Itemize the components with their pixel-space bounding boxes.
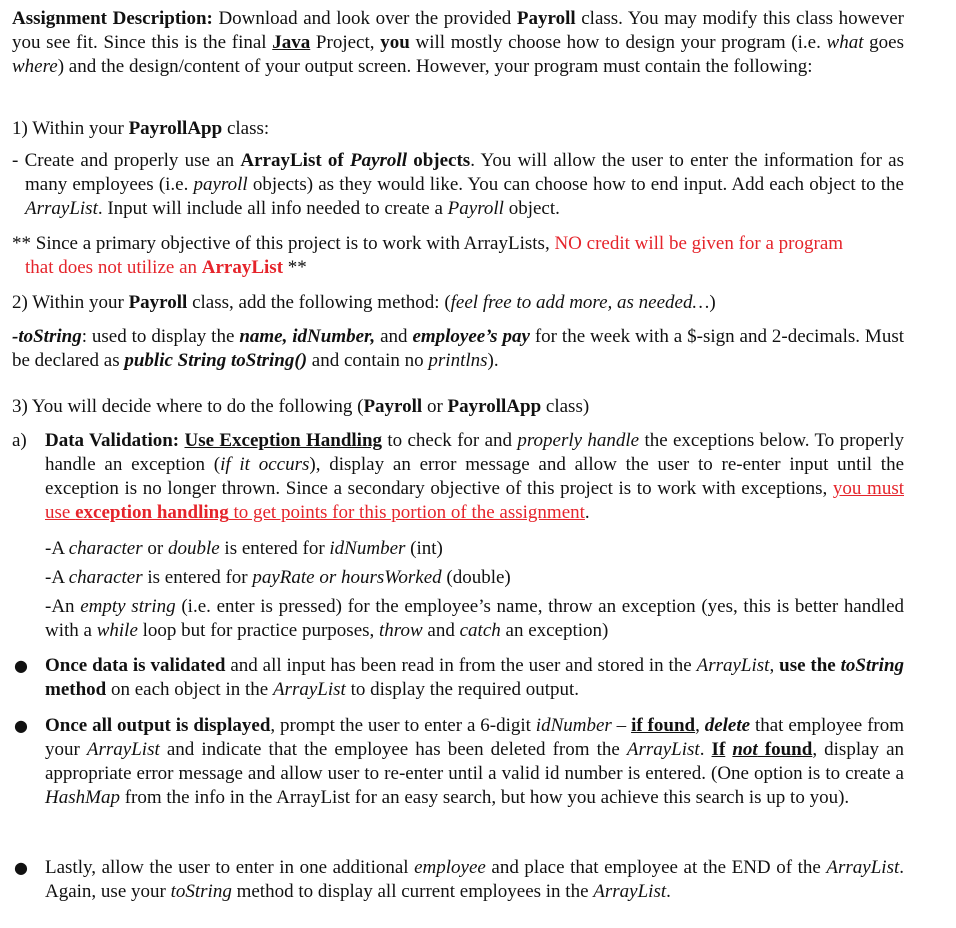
item-a-label: a) (12, 430, 27, 451)
arraylist-credit-note: ** Since a primary objective of this project is to work with ArrayLists, NO credit will be given for a program that does not utilize an ArrayList ** (12, 233, 844, 278)
description-label: Assignment Description: (12, 8, 213, 29)
bullet-icon: ● (14, 656, 28, 675)
exception-case-payrate: -A character is entered for payRate or hoursWorked (double) (45, 567, 511, 588)
bullet-icon: ● (14, 716, 28, 735)
exception-case-idnumber: -A character or double is entered for idNumber (int) (45, 538, 443, 559)
section-2-heading: 2) Within your Payroll class, add the following method: (feel free to add more, as needed…) (12, 292, 716, 313)
add-employee-requirement: Lastly, allow the user to enter in one additional employee and place that employee at the END of the ArrayList. Again, use your toString method to display all current employees in the ArrayList. (45, 857, 904, 902)
data-validation-requirement: Data Validation: Use Exception Handling to check for and properly handle the exceptions below. To properly handle an exception (if it occurs), display an error message and allow the user to re-enter input until the exception is no longer thrown. Since a secondary objective of this project is to work with exceptions, you must use exception handling to get points for this portion of the assignment. (45, 430, 905, 523)
section-3-heading: 3) You will decide where to do the following (Payroll or PayrollApp class) (12, 396, 590, 417)
bullet-icon: ● (14, 858, 28, 877)
assignment-description: Assignment Description: Download and look over the provided Payroll class. You may modify this class however you see fit. Since this is the final Java Project, you will mostly choose how to design your program (i.e. what goes where) and the design/content of your output screen. However, your program must contain the following: (12, 8, 904, 77)
section-1-arraylist-requirement: - Create and properly use an ArrayList of Payroll objects. You will allow the user to enter the information for as many employees (i.e. payroll objects) as they would like. You can choose how to end input. Add each object to the ArrayList. Input will include all info needed to create a Payroll object. (12, 150, 905, 219)
section-1-heading: 1) Within your PayrollApp class: (12, 118, 270, 139)
java-term: Java (272, 32, 311, 53)
tostring-requirement: -toString: used to display the name, idNumber, and employee’s pay for the week with a $-sign and 2-decimals. Must be declared as public String toString() and contain no printlns). (12, 326, 904, 371)
delete-employee-requirement: Once all output is displayed, prompt the user to enter a 6-digit idNumber – if found, delete that employee from your ArrayList and indicate that the employee has been deleted from the ArrayList. If not found, display an appropriate error message and allow user to re-enter until a valid id number is entered. (One option is to create a HashMap from the info in the ArrayList for an easy search, but how you achieve this search is up to you). (45, 715, 905, 808)
exception-case-empty-name: -An empty string (i.e. enter is pressed) for the employee’s name, throw an exception (yes, this is better handled with a while loop but for practice purposes, throw and catch an exception) (45, 596, 904, 641)
display-output-requirement: Once data is validated and all input has been read in from the user and stored in the ArrayList, use the toString method on each object in the ArrayList to display the required output. (45, 655, 905, 700)
